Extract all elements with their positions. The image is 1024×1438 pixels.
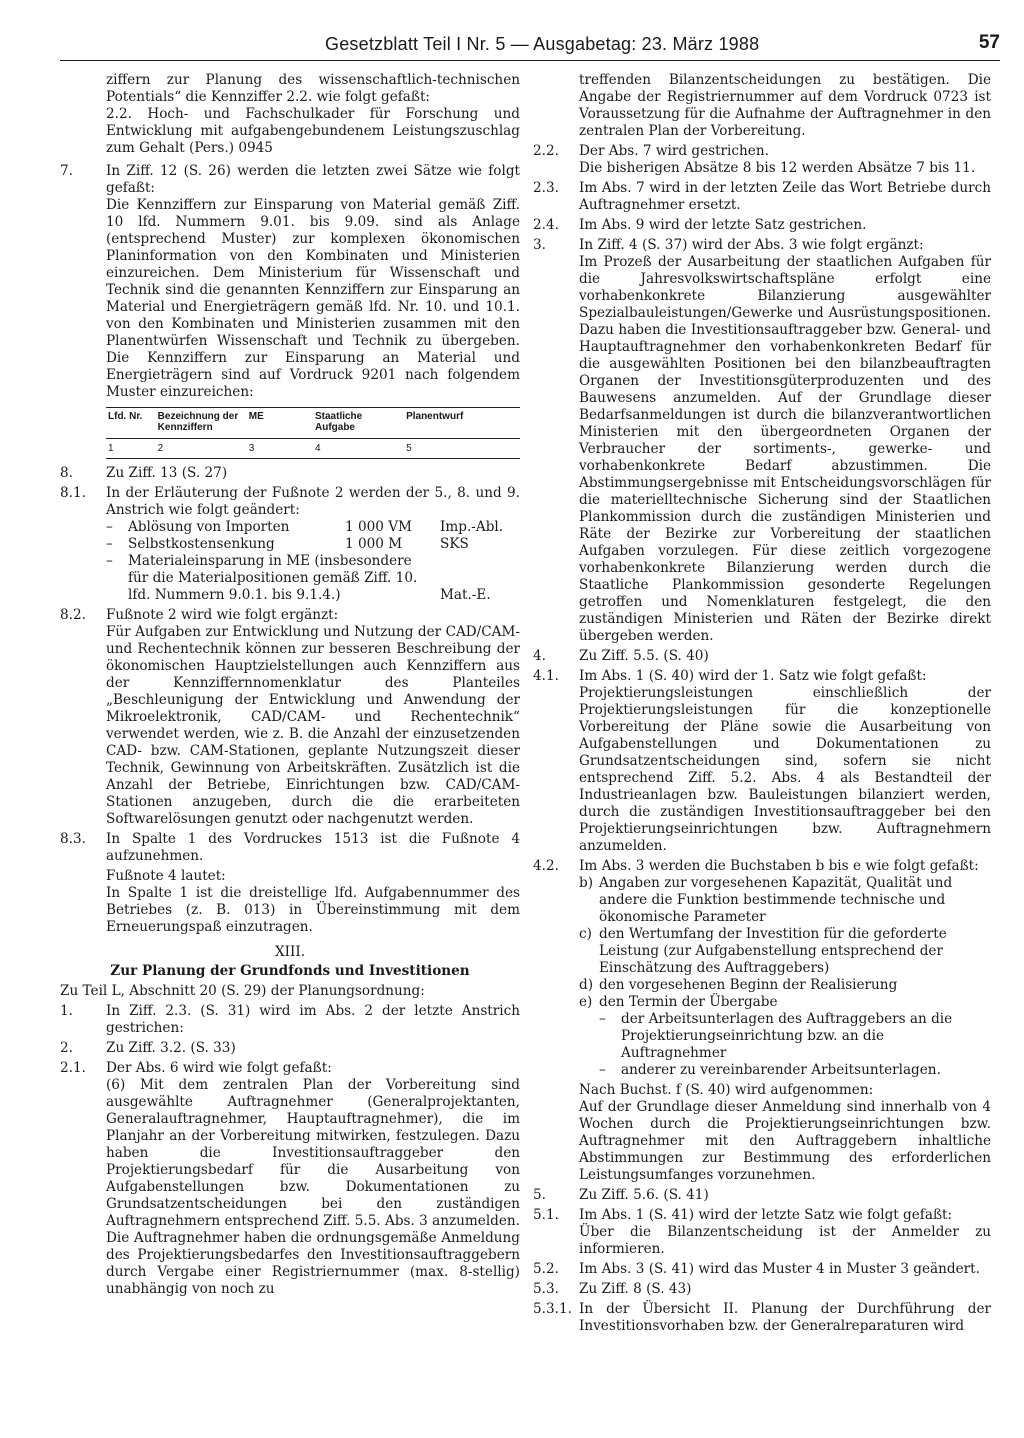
list-item-text: anderer zu vereinbarender Arbeitsunterlagen. bbox=[621, 1062, 941, 1078]
item-text: Zu Ziff. 5.5. (S. 40) bbox=[579, 648, 709, 664]
item-quote: Im Prozeß der Ausarbeitung der staatlichen Aufgaben für die Jahresvolkswirtschaftspläne erfolgt eine vorhabenkonkrete Bilanzierung ausgewählter Spezialbauleistungen/Gewerke und Ausrüstungspositionen. Dazu haben die Investitionsauftraggeber bzw. General- und Hauptauftragnehmer den vorhabenkonkreten Bedarf für die ausgewählten Positionen bei den bilanzbeauftragten Organen der Investitionsgüterproduzenten und des Bauwesens anzumelden. Auf der Grundlage dieser Bedarfsanmeldungen ist durch die bilanzverantwortlichen Ministerien mit den übergeordneten Organen der Verbraucher der sortiments-, gewerke- und vorhabenkonkrete Bedarf abzustimmen. Die Abstimmungsergebnisse mit Entscheidungsvorschlägen für die materielltechnische Sicherung sind der Staatlichen Plankommission durch die zuständigen Ministerien und Räte der Bezirke zur Vorbereitung der staatlichen Aufgaben vorzulegen. Für diese zeitlich vorgezogene vorhabenkonkrete Bilanzierung werden durch die Staatliche Plankommission gesonderte Regelungen getroffen und Nomenklaturen festgelegt, die den zuständigen Ministerien und Räten der Bezirke direkt übergeben werden. bbox=[579, 254, 991, 644]
item-quote: Für Aufgaben zur Entwicklung und Nutzung der CAD/CAM- und Rechentechnik können zur besseren Beschreibung der ökonomischen Hauptzielstellungen auch Kennziffern aus der Kennziffernnomenklatur des Planteiles „Beschleunigung der Entwicklung und Anwendung der Mikroelektronik, CAD/CAM- und Rechentechnik“ verwendet werden, wie z. B. die Anzahl der einzusetzenden CAD- bzw. CAM-Stationen, geplante Nutzungszeit dieser Technik, Gewinnung von Arbeitskräften. Zusätzlich ist die Anzahl der Betriebe, Einrichtungen bzw. CAD/CAM-Stationen anzugeben, durch die die erarbeiteten Softwarelösungen genutzt oder nachgenutzt werden. bbox=[106, 624, 520, 827]
item-8-2 bbox=[60, 607, 520, 828]
item-text: Im Abs. 7 wird in der letzten Zeile das Wort Betriebe durch Auftragnehmer ersetzt. bbox=[579, 180, 991, 213]
item-2-4 bbox=[533, 217, 991, 234]
item-8 bbox=[60, 465, 520, 482]
item-text: In der Übersicht II. Planung der Durchführung der Investitionsvorhaben bzw. der Generalreparaturen wird bbox=[579, 1301, 991, 1334]
item-8-3 bbox=[60, 831, 520, 936]
item-5 bbox=[533, 1187, 991, 1204]
item-text: Zu Ziff. 8 (S. 43) bbox=[579, 1281, 692, 1297]
item-text: Im Abs. 1 (S. 41) wird der letzte Satz wie folgt gefaßt: bbox=[579, 1207, 953, 1223]
list-item-letter: e) bbox=[579, 994, 593, 1010]
item-xiii-2 bbox=[60, 1040, 520, 1057]
item-5-3 bbox=[533, 1281, 991, 1298]
list-item-text: Materialeinsparung in ME (insbesondere für die Materialpositionen gemäß Ziff. 10. lfd. Nummern 9.0.1. bis 9.1.4.) bbox=[128, 553, 418, 603]
item-4 bbox=[533, 648, 991, 665]
item-text: Zu Ziff. 13 (S. 27) bbox=[106, 465, 228, 481]
table-cell: 5 bbox=[404, 439, 520, 459]
table-header-row bbox=[106, 408, 520, 439]
item-5-3-1 bbox=[533, 1301, 991, 1335]
item-number: 8. bbox=[60, 465, 73, 481]
list-item-value: 1 000 M bbox=[345, 536, 403, 552]
page-number: 57 bbox=[978, 32, 1000, 53]
item-number: 2.2. bbox=[533, 143, 559, 159]
list-item: – Selbstkostensenkung 1 000 M SKS bbox=[106, 536, 520, 553]
item-number: 8.1. bbox=[60, 485, 86, 501]
list-item: – Materialeinsparung in ME (insbesondere für die Materialpositionen gemäß Ziff. 10. lfd. Nummern 9.0.1. bis 9.1.4.) Mat.-E. bbox=[106, 553, 520, 604]
item-text: Zu Ziff. 5.6. (S. 41) bbox=[579, 1187, 709, 1203]
table-cell: 2 bbox=[156, 439, 247, 459]
item-number: 4.1. bbox=[533, 668, 559, 684]
item-4-2 bbox=[533, 858, 991, 1184]
intro-definition-text: 2.2. Hoch- und Fachschulkader für Forschung und Entwicklung mit aufgabengebundenem Leistungszuschlag zum Gehalt (Pers.) 0945 bbox=[106, 106, 520, 156]
dash-list bbox=[106, 519, 520, 604]
section-heading: Zur Planung der Grundfonds und Investitionen bbox=[110, 963, 470, 979]
item-number: 8.3. bbox=[60, 831, 86, 847]
item-text: Im Abs. 3 (S. 41) wird das Muster 4 in Muster 3 geändert. bbox=[579, 1261, 980, 1277]
page-header bbox=[60, 30, 1000, 61]
item-8-1 bbox=[60, 485, 520, 604]
item-number: 8.2. bbox=[60, 607, 86, 623]
table-header: ME bbox=[247, 408, 313, 439]
intro-paragraph bbox=[60, 72, 520, 106]
list-item: – anderer zu vereinbarender Arbeitsunterlagen. bbox=[599, 1062, 991, 1079]
intro-definition bbox=[60, 106, 520, 157]
item-text: In der Erläuterung der Fußnote 2 werden der 5., 8. und 9. Anstrich wie folgt geändert: bbox=[106, 485, 520, 518]
letter-list bbox=[579, 875, 991, 1011]
list-item: – der Arbeitsunterlagen des Auftraggebers an die Projektierungseinrichtung bzw. an die Auftragnehmer bbox=[599, 1011, 991, 1062]
item-quote: In Spalte 1 ist die dreistellige lfd. Aufgabennummer des Betriebes (z. B. 013) in Übereinstimmung mit dem Erneuerungspaß einzutragen. bbox=[106, 885, 520, 935]
item-3 bbox=[533, 237, 991, 645]
item-number: 5.2. bbox=[533, 1261, 559, 1277]
continuation-text: treffenden Bilanzentscheidungen zu bestätigen. Die Angabe der Registriernummer auf dem Vordruck 0723 ist Voraussetzung für die Aufnahme der Auftragnehmer in den zentralen Plan der Vorbereitung. bbox=[579, 72, 991, 139]
list-item-code: Mat.-E. bbox=[440, 587, 491, 603]
table-row bbox=[106, 439, 520, 459]
item-xiii-2-1 bbox=[60, 1060, 520, 1298]
item-text: Im Abs. 9 wird der letzte Satz gestrichen. bbox=[579, 217, 867, 233]
list-item-code: SKS bbox=[440, 536, 469, 552]
item-5-1 bbox=[533, 1207, 991, 1258]
section-subtitle: Zu Teil L, Abschnitt 20 (S. 29) der Planungsordnung: bbox=[60, 983, 425, 999]
list-item-value: 1 000 VM bbox=[345, 519, 412, 535]
item-7 bbox=[60, 163, 520, 401]
list-item bbox=[579, 926, 991, 977]
sub-dash-list bbox=[579, 1011, 991, 1079]
item-number: 2.4. bbox=[533, 217, 559, 233]
item-number: 4. bbox=[533, 648, 546, 664]
list-item-text: Angaben zur vorgesehenen Kapazität, Qualität und andere die Funktion bestimmende technische und ökonomische Parameter bbox=[599, 875, 953, 925]
item-quote: Projektierungsleistungen einschließlich der Projektierungsleistungen für die konzeptionelle Vorbereitung der Pläne sowie die Ausarbeitung von Aufgabenstellungen und Dokumentationen zu Grundsatzentscheidungen sind, sofern sie nicht entsprechend Ziff. 5.2. Abs. 4 als Bestandteil der Industrieanlagen bzw. Bauleistungen bilanziert werden, durch die zuständigen Investitionsauftraggeber bei den Projektierungseinrichtungen bzw. Auftragnehmern anzumelden. bbox=[579, 685, 991, 854]
item-number: 2.3. bbox=[533, 180, 559, 196]
list-item bbox=[579, 994, 991, 1011]
list-item-text: den vorgesehenen Beginn der Realisierung bbox=[599, 977, 898, 993]
table-header: Staatliche Aufgabe bbox=[313, 408, 404, 439]
item-text: Der Abs. 6 wird wie folgt gefaßt: bbox=[106, 1060, 332, 1076]
table-header: Lfd. Nr. bbox=[106, 408, 156, 439]
intro-text: ziffern zur Planung des wissenschaftlich-technischen Potentials“ die Kennziffer 2.2. wie folgt gefaßt: bbox=[106, 72, 520, 105]
item-number: 2. bbox=[60, 1040, 73, 1056]
list-item-text: Ablösung von Importen bbox=[128, 519, 290, 535]
list-item-letter: c) bbox=[579, 926, 592, 942]
item-4-1 bbox=[533, 668, 991, 855]
item-number: 5.1. bbox=[533, 1207, 559, 1223]
item-text: Zu Ziff. 3.2. (S. 33) bbox=[106, 1040, 236, 1056]
item-number: 3. bbox=[533, 237, 546, 253]
list-item-text: den Wertumfang der Investition für die geforderte Leistung (zur Aufgabenstellung entsprechend der Einschätzung des Auftraggebers) bbox=[599, 926, 947, 976]
list-item-text: der Arbeitsunterlagen des Auftraggebers an die Projektierungseinrichtung bzw. an die Auftragnehmer bbox=[621, 1011, 953, 1061]
item-text: Im Abs. 1 (S. 40) wird der 1. Satz wie folgt gefaßt: bbox=[579, 668, 927, 684]
list-item-text: Selbstkostensenkung bbox=[128, 536, 275, 552]
item-text: In Ziff. 4 (S. 37) wird der Abs. 3 wie folgt ergänzt: bbox=[579, 237, 924, 253]
item-text: In Spalte 1 des Vordruckes 1513 ist die Fußnote 4 aufzunehmen. bbox=[106, 831, 520, 864]
header-title: Gesetzblatt Teil I Nr. 5 — Ausgabetag: 23. März 1988 bbox=[325, 34, 760, 54]
table-header: Bezeichnung der Kennziffern bbox=[156, 408, 247, 439]
item-text: Der Abs. 7 wird gestrichen. bbox=[579, 143, 769, 159]
item-text: Fußnote 2 wird wie folgt ergänzt: bbox=[106, 607, 339, 623]
item-number: 2.1. bbox=[60, 1060, 86, 1076]
list-item bbox=[579, 977, 991, 994]
item-quote: Die Kennziffern zur Einsparung von Material gemäß Ziff. 10 lfd. Nummern 9.01. bis 9.09. sind als Anlage (entsprechend Muster) zur komplexen ökonomischen Planinformation von den Kombinaten und Ministerien einzureichen. Dem Ministerium für Wissenschaft und Technik sind die genannten Kennziffern zur Einsparung an Material und Energieträgern gemäß lfd. Nr. 10. und 10.1. von den Kombinaten und Ministerien zusammen mit den Planentwürfen Wissenschaft und Technik zu übergeben. Die Kennziffern zur Einsparung an Material und Energieträgern sind auf Vordruck 9201 nach folgendem Muster einzureichen: bbox=[106, 197, 520, 400]
list-item-letter: b) bbox=[579, 875, 594, 891]
right-column bbox=[533, 72, 991, 1338]
item-text: Im Abs. 3 werden die Buchstaben b bis e wie folgt gefaßt: bbox=[579, 858, 979, 874]
list-item: – Ablösung von Importen 1 000 VM Imp.-Abl. bbox=[106, 519, 520, 536]
item-number: 4.2. bbox=[533, 858, 559, 874]
list-item-letter: d) bbox=[579, 977, 594, 993]
item-2-3 bbox=[533, 180, 991, 214]
section-number: XIII. bbox=[274, 944, 306, 960]
item-number: 1. bbox=[60, 1003, 73, 1019]
table-cell: 1 bbox=[106, 439, 156, 459]
item-2-2 bbox=[533, 143, 991, 177]
item-text-2: Die bisherigen Absätze 8 bis 12 werden Absätze 7 bis 11. bbox=[579, 160, 976, 176]
item-number: 5.3.1. bbox=[533, 1301, 572, 1317]
continuation-paragraph bbox=[533, 72, 991, 140]
item-label: Nach Buchst. f (S. 40) wird aufgenommen: bbox=[579, 1082, 874, 1098]
item-5-2 bbox=[533, 1261, 991, 1278]
table-cell: 3 bbox=[247, 439, 313, 459]
item-text: In Ziff. 2.3. (S. 31) wird im Abs. 2 der letzte Anstrich gestrichen: bbox=[106, 1003, 520, 1036]
item-number: 5.3. bbox=[533, 1281, 559, 1297]
list-item bbox=[579, 875, 991, 926]
left-column bbox=[60, 72, 520, 1301]
item-number: 7. bbox=[60, 163, 73, 179]
item-xiii-1 bbox=[60, 1003, 520, 1037]
item-text: In Ziff. 12 (S. 26) werden die letzten zwei Sätze wie folgt gefaßt: bbox=[106, 163, 520, 196]
item-label: Fußnote 4 lautet: bbox=[106, 868, 226, 884]
table-header: Planentwurf bbox=[404, 408, 520, 439]
table-cell: 4 bbox=[313, 439, 404, 459]
muster-table bbox=[106, 407, 520, 459]
item-quote: (6) Mit dem zentralen Plan der Vorbereitung sind ausgewählte Auftragnehmer (Generalprojektanten, Generalauftragnehmer, Hauptauftragnehmer), die im Planjahr an der Vorbereitung mitwirken, festzulegen. Dazu haben die Investitionsauftraggeber den Projektierungsbedarf für die Ausarbeitung von Aufgabenstellungen bzw. Dokumentationen zu Grundsatzentscheidungen bei den zuständigen Auftragnehmern entsprechend Ziff. 5.5. Abs. 3 anzumelden. Die Auftragnehmer haben die ordnungsgemäße Anmeldung des Projektierungsbedarfes den Investitionsauftraggebern durch Vergabe einer Registriernummer (max. 8-stellig) unabhängig von noch zu bbox=[106, 1077, 520, 1297]
list-item-code: Imp.-Abl. bbox=[440, 519, 504, 535]
list-item-text: den Termin der Übergabe bbox=[599, 994, 778, 1010]
item-quote: Auf der Grundlage dieser Anmeldung sind innerhalb von 4 Wochen durch die Projektierungseinrichtungen bzw. Auftragnehmer mit den Auftraggebern inhaltliche Abstimmungen zur Bestimmung des erforderlichen Leistungsumfanges vorzunehmen. bbox=[579, 1099, 991, 1183]
item-number: 5. bbox=[533, 1187, 546, 1203]
item-quote: Über die Bilanzentscheidung ist der Anmelder zu informieren. bbox=[579, 1224, 991, 1257]
